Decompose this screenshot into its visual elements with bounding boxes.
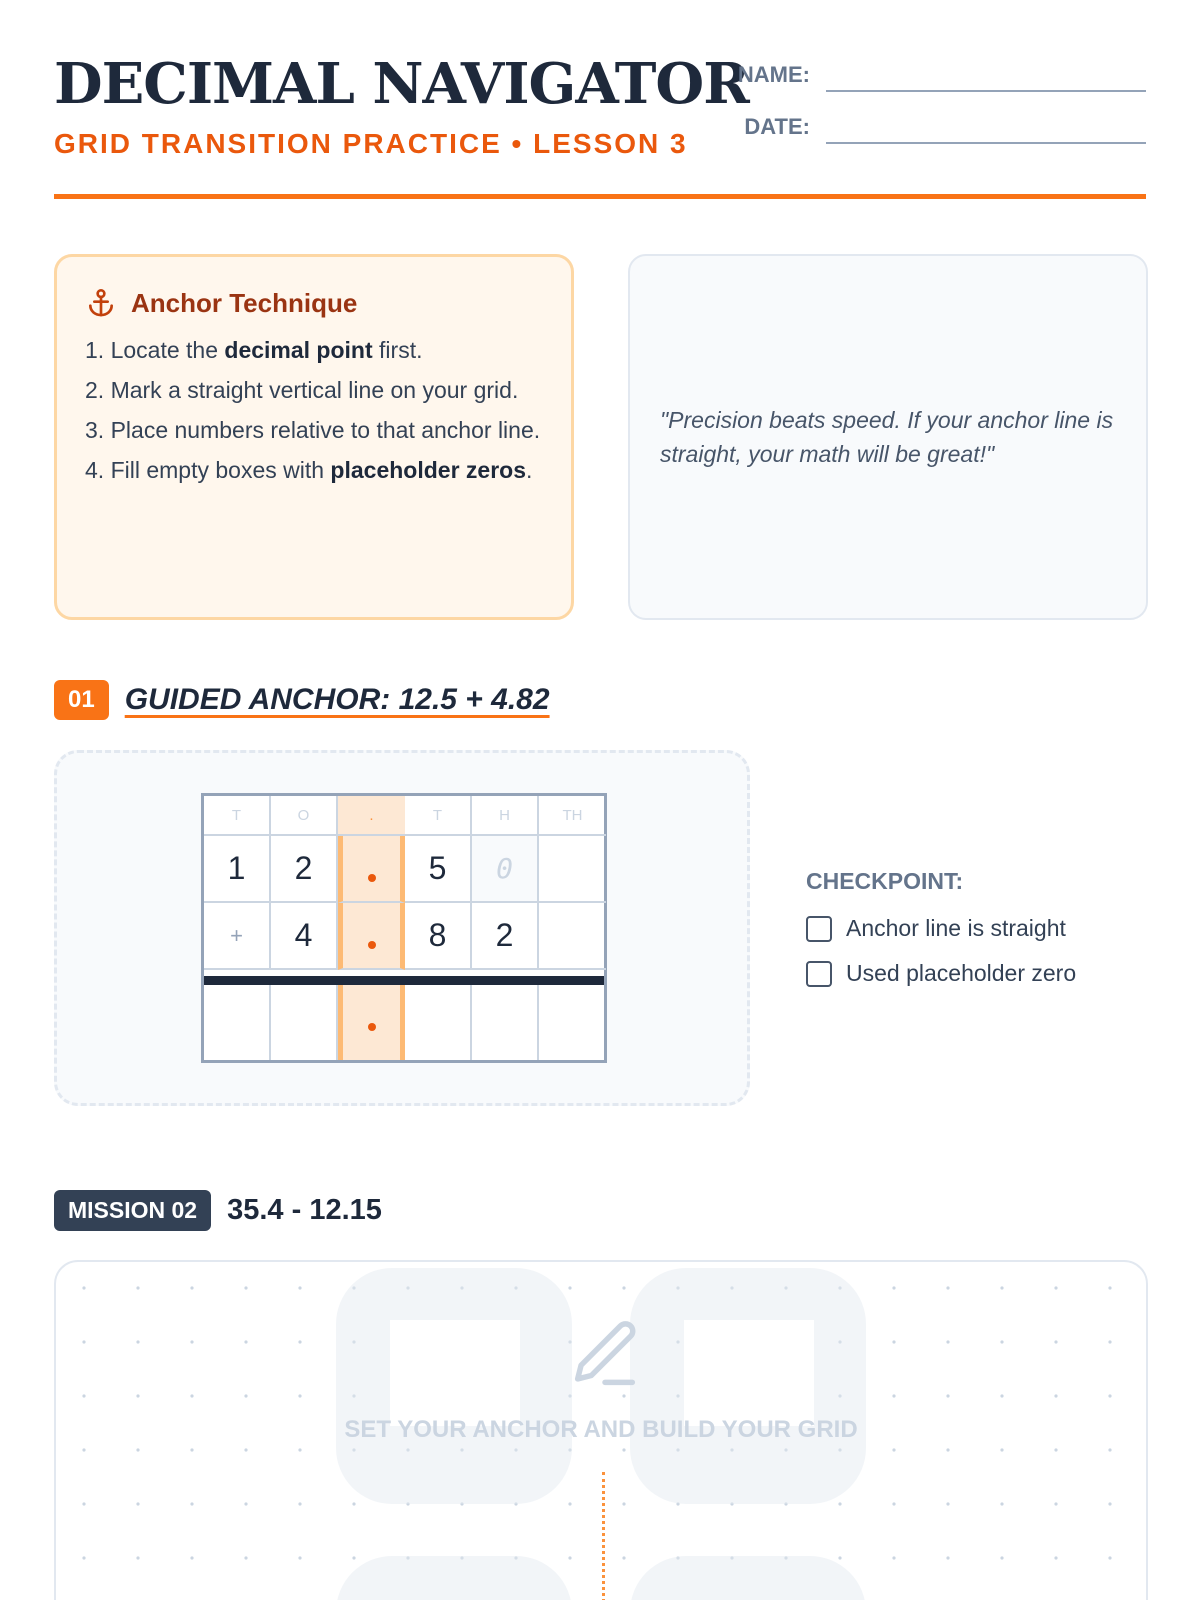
grid-cell[interactable]: 2 <box>271 836 338 903</box>
grid-dot <box>244 1340 247 1343</box>
grid-dot <box>1000 1286 1003 1289</box>
grid-cell[interactable]: 8 <box>405 903 472 970</box>
plus-operator: + <box>204 903 271 970</box>
grid-dot <box>1108 1394 1111 1397</box>
pencil-icon <box>564 1314 646 1396</box>
grid-dot <box>946 1556 949 1559</box>
grid-dot <box>82 1502 85 1505</box>
grid-dot <box>136 1502 139 1505</box>
grid-header-tenths: T <box>405 796 472 836</box>
grid-dot <box>946 1340 949 1343</box>
grid-dot <box>946 1502 949 1505</box>
place-value-grid <box>201 793 607 1063</box>
quote-text: "Precision beats speed. If your anchor line is straight, your math will be great!" <box>660 407 1114 467</box>
grid-dot <box>352 1502 355 1505</box>
decimal-point <box>368 941 376 949</box>
grid-dot <box>298 1340 301 1343</box>
grid-dot <box>298 1448 301 1451</box>
date-field[interactable] <box>740 108 1146 148</box>
grid-dot <box>568 1286 571 1289</box>
grid-dot <box>190 1394 193 1397</box>
grid-dot <box>622 1448 625 1451</box>
grid-dot <box>190 1340 193 1343</box>
grid-dot <box>622 1286 625 1289</box>
grid-dot <box>1054 1556 1057 1559</box>
motivation-quote-card <box>628 254 1148 620</box>
grid-watermark <box>630 1556 866 1600</box>
name-label: NAME: <box>737 62 810 87</box>
tip-step: 3. Place numbers relative to that anchor line. <box>85 417 541 443</box>
grid-dot <box>1108 1340 1111 1343</box>
decimal-anchor-cell <box>338 976 405 1060</box>
grid-dot <box>1000 1394 1003 1397</box>
grid-dot <box>136 1556 139 1559</box>
tip-step: 1. Locate the decimal point first. <box>85 337 423 363</box>
answer-cell[interactable] <box>204 985 271 1060</box>
grid-dot <box>946 1448 949 1451</box>
grid-dot <box>892 1502 895 1505</box>
grid-dot <box>1000 1502 1003 1505</box>
grid-cell[interactable] <box>539 903 606 970</box>
grid-dot <box>82 1286 85 1289</box>
grid-dot <box>892 1286 895 1289</box>
grid-dot <box>298 1286 301 1289</box>
section-number-badge: 01 <box>54 680 109 720</box>
tip-steps <box>85 333 543 487</box>
grid-dot <box>1000 1448 1003 1451</box>
grid-dot <box>1108 1448 1111 1451</box>
grid-dot <box>136 1286 139 1289</box>
grid-dot <box>622 1502 625 1505</box>
grid-dot <box>1108 1556 1111 1559</box>
grid-header-decimal: . <box>338 796 405 836</box>
date-line[interactable] <box>826 142 1146 144</box>
anchor-technique-card <box>54 254 574 620</box>
checkpoint-item[interactable] <box>806 960 1076 987</box>
sum-line <box>204 976 604 985</box>
anchor-guide-line <box>602 1472 605 1600</box>
tip-heading <box>85 287 543 319</box>
grid-watermark <box>336 1556 572 1600</box>
grid-dot <box>82 1394 85 1397</box>
page-subtitle: GRID TRANSITION PRACTICE • LESSON 3 <box>54 128 688 159</box>
grid-dot <box>568 1556 571 1559</box>
grid-watermark <box>630 1268 866 1504</box>
grid-dot <box>1000 1340 1003 1343</box>
section-2-title: 35.4 - 12.15 <box>227 1194 382 1226</box>
grid-dot <box>1054 1394 1057 1397</box>
date-label: DATE: <box>744 114 810 139</box>
grid-header-hundredths: H <box>472 796 539 836</box>
checkpoint-title: CHECKPOINT: <box>806 868 964 894</box>
checkpoint-panel <box>806 868 1076 1005</box>
grid-dot <box>838 1556 841 1559</box>
grid-dot <box>190 1286 193 1289</box>
grid-cell[interactable]: 2 <box>472 903 539 970</box>
grid-dot <box>298 1556 301 1559</box>
mission-badge: MISSION 02 <box>54 1190 211 1231</box>
decimal-anchor-cell <box>338 836 405 903</box>
grid-dot <box>82 1448 85 1451</box>
grid-dot <box>82 1556 85 1559</box>
grid-dot <box>946 1286 949 1289</box>
section-2-heading <box>54 1190 382 1231</box>
grid-dot <box>892 1448 895 1451</box>
grid-dot <box>190 1502 193 1505</box>
answer-cell[interactable] <box>271 985 338 1060</box>
grid-dot <box>190 1448 193 1451</box>
grid-header-tens: T <box>204 796 271 836</box>
decimal-point <box>368 1023 376 1031</box>
section-1-title: GUIDED ANCHOR: 12.5 + 4.82 <box>124 683 550 716</box>
grid-dot <box>136 1394 139 1397</box>
grid-dot <box>838 1502 841 1505</box>
checkpoint-item[interactable] <box>806 915 1076 942</box>
grid-cell[interactable]: 1 <box>204 836 271 903</box>
checkpoint-label: Anchor line is straight <box>846 915 1066 941</box>
grid-dot <box>298 1502 301 1505</box>
grid-dot <box>892 1340 895 1343</box>
checkpoint-label: Used placeholder zero <box>846 960 1077 986</box>
tip-step: 2. Mark a straight vertical line on your grid. <box>85 377 519 403</box>
grid-dot <box>1054 1286 1057 1289</box>
grid-dot <box>136 1448 139 1451</box>
grid-dot <box>244 1556 247 1559</box>
worksheet-header <box>54 52 1146 204</box>
name-line[interactable] <box>826 90 1146 92</box>
grid-dot <box>1054 1340 1057 1343</box>
anchor-icon <box>85 287 117 319</box>
grid-dot <box>352 1556 355 1559</box>
tip-title: Anchor Technique <box>131 287 358 318</box>
name-field[interactable] <box>737 56 1146 96</box>
grid-dot <box>190 1556 193 1559</box>
checkbox[interactable] <box>806 961 832 987</box>
section-1-heading <box>54 680 550 720</box>
grid-dot <box>892 1556 895 1559</box>
grid-dot <box>568 1502 571 1505</box>
placeholder-zero[interactable]: 0 <box>472 836 539 903</box>
grid-dot <box>244 1286 247 1289</box>
grid-cell[interactable] <box>539 836 606 903</box>
grid-dot <box>244 1448 247 1451</box>
guided-grid-area <box>54 750 750 1106</box>
grid-dot <box>298 1394 301 1397</box>
grid-dot <box>1054 1502 1057 1505</box>
grid-dot <box>244 1394 247 1397</box>
decimal-anchor-cell <box>338 903 405 970</box>
page-title: DECIMAL NAVIGATOR <box>54 51 749 117</box>
grid-cell[interactable]: 4 <box>271 903 338 970</box>
answer-cell[interactable] <box>405 985 472 1060</box>
work-canvas[interactable] <box>54 1260 1148 1600</box>
grid-dot <box>82 1340 85 1343</box>
grid-dot <box>136 1340 139 1343</box>
header-divider <box>54 194 1146 199</box>
grid-cell[interactable]: 5 <box>405 836 472 903</box>
grid-dot <box>892 1394 895 1397</box>
answer-cell[interactable] <box>472 985 539 1060</box>
grid-dot <box>622 1556 625 1559</box>
decimal-point <box>368 874 376 882</box>
tip-step: 4. Fill empty boxes with placeholder zeros. <box>85 457 533 483</box>
grid-header-ones: O <box>271 796 338 836</box>
grid-dot <box>1054 1448 1057 1451</box>
grid-dot <box>1108 1286 1111 1289</box>
grid-watermark <box>336 1268 572 1504</box>
grid-dot <box>244 1502 247 1505</box>
answer-cell[interactable] <box>539 985 606 1060</box>
canvas-prompt: SET YOUR ANCHOR AND BUILD YOUR GRID <box>344 1416 858 1443</box>
grid-header-thousandths: TH <box>539 796 606 836</box>
checkbox[interactable] <box>806 916 832 942</box>
grid-dot <box>1000 1556 1003 1559</box>
grid-dot <box>946 1394 949 1397</box>
grid-dot <box>1108 1502 1111 1505</box>
